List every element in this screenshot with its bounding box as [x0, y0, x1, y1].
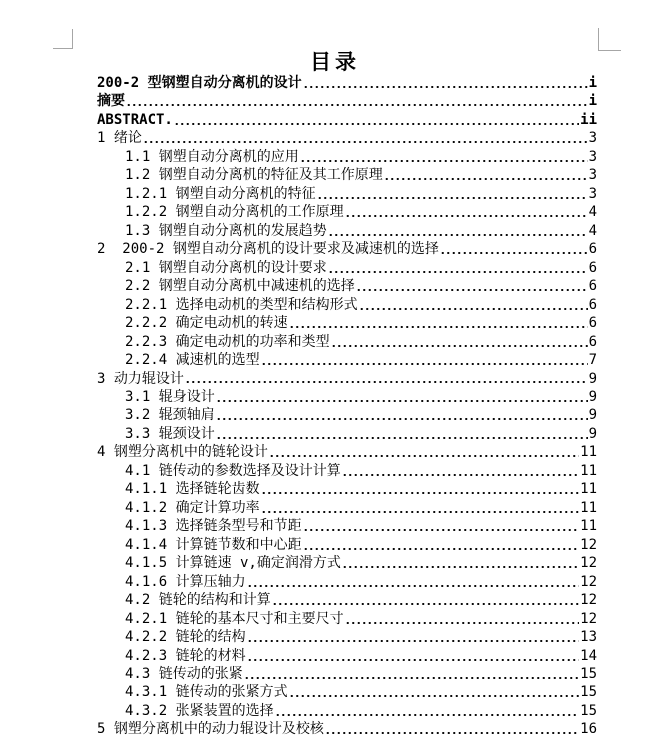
dot-leader	[289, 314, 588, 332]
dot-leader	[269, 443, 579, 461]
toc-entry-page-number: 6	[588, 278, 597, 295]
toc-entry-title: 4.3 链传动的张紧	[125, 666, 243, 682]
toc-entry[interactable]	[97, 517, 597, 535]
toc-entry-title: 2.2 钢塑自动分离机中减速机的选择	[125, 278, 355, 295]
dot-leader	[216, 406, 588, 424]
dot-leader	[303, 536, 580, 554]
dot-leader	[247, 573, 580, 591]
toc-entry[interactable]	[97, 351, 597, 369]
toc-entry[interactable]	[97, 259, 597, 277]
toc-entry[interactable]	[97, 74, 597, 92]
toc-entry-title: 3 动力辊设计	[97, 370, 184, 387]
dot-leader	[342, 554, 579, 572]
toc-entry[interactable]	[97, 203, 597, 221]
toc-entry-title: 3.1 辊身设计	[125, 388, 215, 405]
toc-entry-page-number: 11	[580, 444, 597, 461]
toc-entry[interactable]	[97, 591, 597, 609]
dot-leader	[325, 720, 579, 738]
dot-leader	[216, 425, 588, 443]
dot-leader	[356, 277, 588, 295]
toc-entry-title: 4 钢塑分离机中的链轮设计	[97, 444, 268, 461]
toc-entry-title: 4.2.1 链轮的基本尺寸和主要尺寸	[125, 610, 344, 627]
toc-entry-page-number: 4	[588, 204, 597, 221]
toc-entry-title: 2.1 钢塑自动分离机的设计要求	[125, 259, 327, 276]
toc-entry[interactable]	[97, 314, 597, 332]
toc-entry-page-number: 9	[588, 370, 597, 387]
text-boundary-mark-top-left	[53, 29, 73, 49]
toc-entry-title: 2 200-2 钢塑自动分离机的设计要求及减速机的选择	[97, 241, 439, 258]
toc-entry-page-number: 11	[580, 462, 597, 479]
toc-entry[interactable]	[97, 388, 597, 406]
toc-entry[interactable]	[97, 240, 597, 258]
toc-list	[97, 74, 597, 738]
toc-entry-title: 4.2 链轮的结构和计算	[125, 592, 271, 609]
toc-entry-page-number: 9	[588, 388, 597, 405]
toc-entry[interactable]	[97, 573, 597, 591]
dot-leader	[328, 222, 588, 240]
toc-entry-page-number: 3	[588, 148, 597, 165]
dot-leader	[303, 517, 580, 535]
toc-entry-page-number: 7	[588, 352, 597, 369]
toc-entry-title: 4.1.2 确定计算功率	[125, 499, 260, 516]
dot-leader	[331, 333, 588, 351]
toc-entry-title: 3.2 辊颈轴肩	[125, 407, 215, 424]
toc-entry-title: ABSTRACT.	[97, 111, 173, 128]
toc-entry-page-number: 6	[588, 241, 597, 258]
toc-entry-title: 1.1 钢塑自动分离机的应用	[125, 148, 299, 165]
toc-entry-page-number: ii	[580, 111, 597, 128]
toc-entry-page-number: 12	[580, 592, 597, 609]
toc-entry-page-number: 11	[580, 499, 597, 516]
toc-entry[interactable]	[97, 370, 597, 388]
toc-entry-title: 4.1.1 选择链轮齿数	[125, 481, 260, 498]
dot-leader	[300, 148, 588, 166]
toc-entry-page-number: 12	[580, 610, 597, 627]
toc-entry[interactable]	[97, 111, 597, 129]
dot-leader	[345, 610, 580, 628]
toc-entry-title: 4.1.5 计算链速 v,确定润滑方式	[125, 555, 341, 572]
dot-leader	[216, 388, 588, 406]
toc-entry-title: 3.3 辊颈设计	[125, 425, 215, 442]
toc-entry-page-number: 6	[588, 315, 597, 332]
toc-page-title: 目录	[310, 50, 360, 74]
toc-entry[interactable]	[97, 462, 597, 480]
toc-entry-title: 2.2.4 减速机的选型	[125, 352, 260, 369]
dot-leader	[384, 166, 588, 184]
dot-leader	[261, 351, 588, 369]
toc-entry-page-number: 12	[580, 573, 597, 590]
toc-entry-page-number: 3	[588, 185, 597, 202]
toc-entry-title: 1.2 钢塑自动分离机的特征及其工作原理	[125, 167, 383, 184]
toc-entry[interactable]	[97, 333, 597, 351]
toc-entry[interactable]	[97, 720, 597, 738]
dot-leader	[247, 647, 580, 665]
dot-leader	[261, 480, 580, 498]
toc-entry-page-number: 3	[588, 130, 597, 147]
toc-entry[interactable]	[97, 296, 597, 314]
dot-leader	[261, 499, 580, 517]
dot-leader	[272, 591, 579, 609]
toc-entry[interactable]	[97, 554, 597, 572]
dot-leader	[328, 259, 588, 277]
toc-entry-title: 2.2.3 确定电动机的功率和类型	[125, 333, 330, 350]
toc-entry-page-number: 14	[580, 647, 597, 664]
toc-entry-page-number: 9	[588, 407, 597, 424]
toc-entry-page-number: 15	[580, 666, 597, 682]
dot-leader	[342, 462, 579, 480]
toc-entry-page-number: 3	[588, 167, 597, 184]
dot-leader	[174, 111, 579, 129]
dot-leader	[244, 665, 579, 683]
toc-entry-title: 4.2.2 链轮的结构	[125, 629, 246, 646]
toc-entry[interactable]	[97, 185, 597, 203]
toc-entry[interactable]	[97, 277, 597, 295]
toc-entry-title: 4.3.1 链传动的张紧方式	[125, 684, 288, 701]
toc-entry[interactable]	[97, 683, 597, 701]
toc-entry-page-number: 4	[588, 222, 597, 239]
toc-entry[interactable]	[97, 406, 597, 424]
toc-entry-title: 5 钢塑分离机中的动力辊设计及校核	[97, 721, 324, 738]
toc-entry-title: 2.2.1 选择电动机的类型和结构形式	[125, 296, 358, 313]
toc-entry-page-number: i	[588, 93, 597, 110]
toc-entry[interactable]	[97, 148, 597, 166]
toc-entry-title: 1.2.2 钢塑自动分离机的工作原理	[125, 204, 344, 221]
toc-entry-page-number: 9	[588, 425, 597, 442]
toc-entry[interactable]	[97, 425, 597, 443]
dot-leader	[359, 296, 588, 314]
toc-entry[interactable]	[97, 499, 597, 517]
toc-entry[interactable]	[97, 129, 597, 147]
dot-leader	[143, 129, 588, 147]
toc-entry-title: 4.3.2 张紧装置的选择	[125, 702, 274, 719]
toc-entry-title: 4.2.3 链轮的材料	[125, 647, 246, 664]
toc-entry-title: 1.2.1 钢塑自动分离机的特征	[125, 185, 316, 202]
toc-entry-page-number: 13	[580, 629, 597, 646]
toc-entry[interactable]	[97, 222, 597, 240]
dot-leader	[440, 240, 588, 258]
toc-entry-page-number: 11	[580, 481, 597, 498]
dot-leader	[345, 203, 588, 221]
dot-leader	[126, 92, 588, 110]
dot-leader	[317, 185, 588, 203]
toc-entry-page-number: 6	[588, 259, 597, 276]
toc-entry[interactable]	[97, 702, 597, 720]
toc-entry-title: 摘要	[97, 93, 125, 110]
toc-entry-title: 1 绪论	[97, 130, 142, 147]
toc-entry-title: 4.1.6 计算压轴力	[125, 573, 246, 590]
dot-leader	[275, 702, 580, 720]
toc-entry-page-number: 11	[580, 518, 597, 535]
toc-entry-title: 4.1.3 选择链条型号和节距	[125, 518, 302, 535]
toc-entry[interactable]	[97, 536, 597, 554]
text-boundary-mark-top-right	[598, 28, 621, 51]
toc-entry-title: 2.2.2 确定电动机的转速	[125, 315, 288, 332]
toc-entry[interactable]	[97, 92, 597, 110]
toc-entry[interactable]	[97, 610, 597, 628]
toc-entry-page-number: 6	[588, 333, 597, 350]
dot-leader	[289, 683, 580, 701]
dot-leader	[247, 628, 580, 646]
toc-entry-page-number: 16	[580, 721, 597, 738]
toc-entry-title: 4.1 链传动的参数选择及设计计算	[125, 462, 341, 479]
toc-entry-page-number: i	[588, 75, 597, 91]
toc-entry-title: 4.1.4 计算链节数和中心距	[125, 536, 302, 553]
toc-entry-page-number: 15	[580, 684, 597, 701]
dot-leader	[185, 370, 588, 388]
toc-entry-title: 1.3 钢塑自动分离机的发展趋势	[125, 222, 327, 239]
toc-entry-page-number: 12	[580, 555, 597, 572]
toc-entry[interactable]	[97, 665, 597, 683]
dot-leader	[303, 74, 588, 92]
toc-entry[interactable]	[97, 166, 597, 184]
toc-entry-page-number: 15	[580, 702, 597, 719]
toc-entry-title: 200-2 型钢塑自动分离机的设计	[97, 75, 302, 91]
toc-entry[interactable]	[97, 647, 597, 665]
toc-entry[interactable]	[97, 443, 597, 461]
toc-entry[interactable]	[97, 480, 597, 498]
toc-entry-page-number: 6	[588, 296, 597, 313]
toc-entry[interactable]	[97, 628, 597, 646]
toc-entry-page-number: 12	[580, 536, 597, 553]
